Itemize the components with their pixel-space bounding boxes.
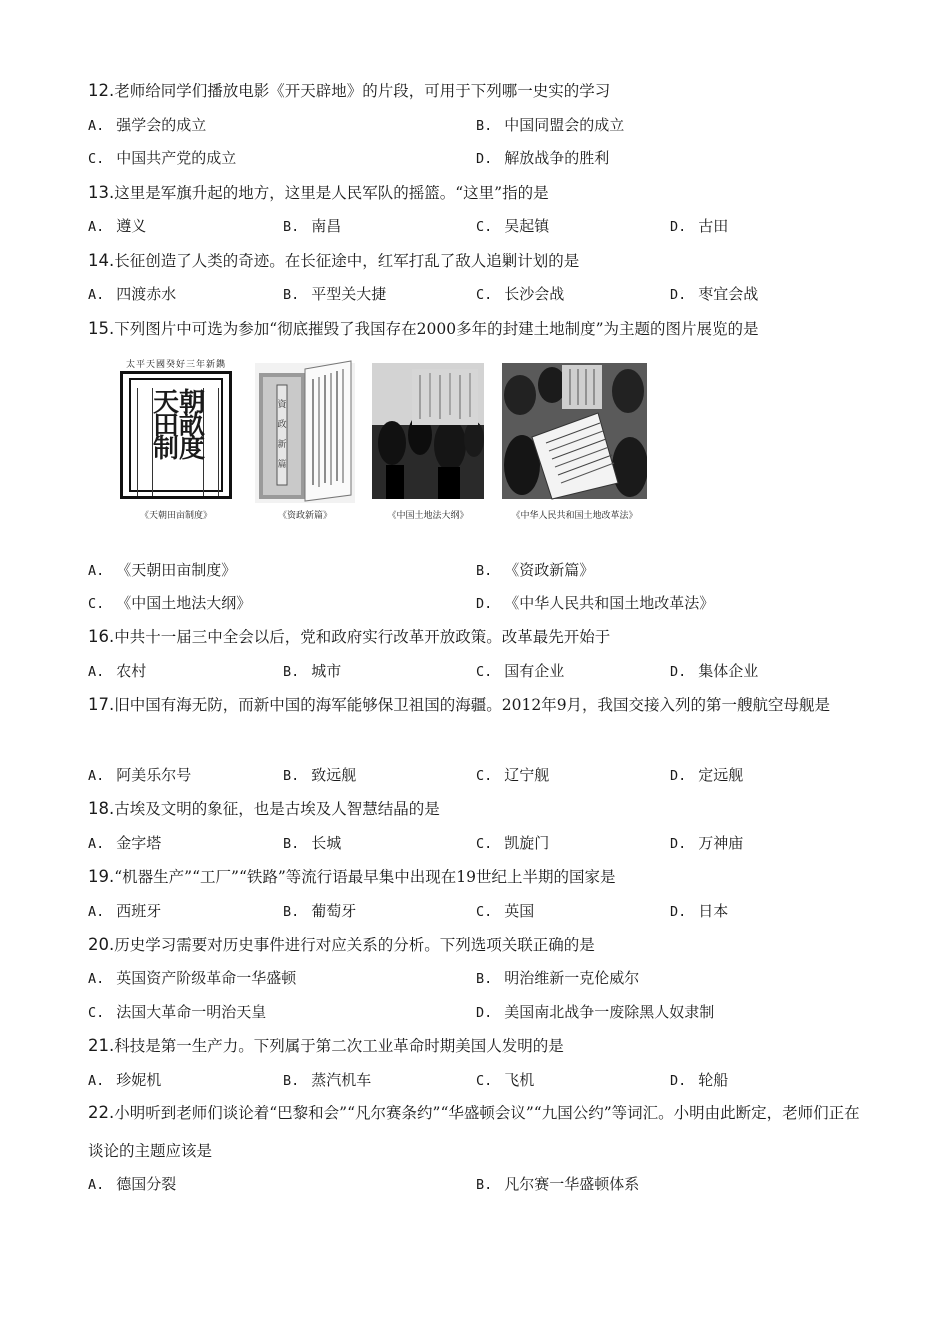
question-14 (88, 244, 868, 278)
figure-tudifa-dagang (372, 355, 484, 521)
option-b[interactable]: B. 明治维新一克伦威尔 (476, 969, 640, 987)
figure-caption: 《天朝田亩制度》 (139, 511, 212, 521)
question-text: 中共十一届三中全会以后，党和政府实行改革开放政策。改革最先开始于 (114, 628, 611, 646)
zizheng-book-image (255, 355, 355, 505)
figure-caption: 《中华人民共和国土地改革法》 (511, 511, 638, 521)
question-number: 21. (88, 1036, 115, 1055)
option-b[interactable]: B. 葡萄牙 (283, 902, 357, 920)
question-18 (88, 792, 868, 826)
tudifa-photo-image (372, 355, 484, 505)
option-c[interactable]: C. 法国大革命一明治天皇 (88, 1003, 267, 1021)
options-19 (88, 898, 868, 924)
question-20 (88, 928, 868, 962)
question-number: 20. (88, 935, 115, 954)
question-number: 19. (88, 867, 115, 886)
option-d[interactable]: D. 日本 (670, 902, 729, 920)
question-22 (88, 1094, 868, 1170)
gaigefa-photo-image (502, 355, 647, 505)
figure-caption: 《中国土地法大纲》 (387, 511, 469, 521)
option-a[interactable]: A. 珍妮机 (88, 1071, 162, 1089)
option-b[interactable]: B. 《资政新篇》 (476, 561, 595, 579)
option-c[interactable]: C. 英国 (476, 902, 535, 920)
question-text: 下列图片中可选为参加“彻底摧毁了我国存在2000多年的封建土地制度”为主题的图片展览的是 (114, 320, 759, 338)
option-a[interactable]: A. 阿美乐尔号 (88, 766, 192, 784)
option-d[interactable]: D. 《中华人民共和国土地改革法》 (476, 594, 715, 612)
options-16 (88, 658, 868, 684)
question-text: 小明听到老师们谈论着“巴黎和会”“凡尔赛条约”“华盛顿会议”“九国公约”等词汇。小明由此断定，老师们正在谈论的主题应该是 (88, 1104, 860, 1160)
question-number: 12. (88, 81, 115, 100)
option-a[interactable]: A. 德国分裂 (88, 1175, 177, 1193)
question-number: 13. (88, 183, 115, 202)
option-d[interactable]: D. 定远舰 (670, 766, 744, 784)
options-17 (88, 762, 868, 788)
question-number: 17. (88, 695, 115, 714)
option-b[interactable]: B. 致远舰 (283, 766, 357, 784)
option-b[interactable]: B. 蒸汽机车 (283, 1071, 372, 1089)
options-14 (88, 281, 868, 307)
figure-zizheng-xinpian (255, 355, 355, 521)
option-a[interactable]: A. 遵义 (88, 217, 147, 235)
question-number: 18. (88, 799, 115, 818)
question-number: 15. (88, 319, 115, 338)
svg-text:新: 新 (277, 440, 287, 450)
options-15 (88, 557, 868, 583)
option-a[interactable]: A. 四渡赤水 (88, 285, 177, 303)
option-b[interactable]: B. 中国同盟会的成立 (476, 116, 625, 134)
option-a[interactable]: A. 强学会的成立 (88, 116, 207, 134)
option-b[interactable]: B. 凡尔赛一华盛顿体系 (476, 1175, 640, 1193)
question-19 (88, 860, 868, 894)
question-text: 老师给同学们播放电影《开天辟地》的片段，可用于下列哪一史实的学习 (114, 82, 611, 100)
option-c[interactable]: C. 辽宁舰 (476, 766, 550, 784)
question-text: 科技是第一生产力。下列属于第二次工业革命时期美国人发明的是 (114, 1037, 564, 1055)
option-d[interactable]: D. 集体企业 (670, 662, 759, 680)
question-text: 古埃及文明的象征，也是古埃及人智慧结晶的是 (114, 800, 440, 818)
tianchao-cover-image (114, 357, 238, 499)
question-number: 22. (88, 1103, 115, 1122)
option-d[interactable]: D. 轮船 (670, 1071, 729, 1089)
option-d[interactable]: D. 解放战争的胜利 (476, 149, 610, 167)
option-a[interactable]: A. 金字塔 (88, 834, 162, 852)
option-b[interactable]: B. 南昌 (283, 217, 342, 235)
question-12 (88, 74, 868, 108)
options-18 (88, 830, 868, 856)
options-15-row2 (88, 590, 868, 616)
option-d[interactable]: D. 美国南北战争一废除黑人奴隶制 (476, 1003, 715, 1021)
cover-title: 天朝田畝制度 (153, 388, 206, 464)
options-22 (88, 1171, 868, 1197)
option-b[interactable]: B. 平型关大捷 (283, 285, 387, 303)
question-text: 这里是军旗升起的地方，这里是人民军队的摇篮。“这里”指的是 (114, 184, 549, 202)
option-c[interactable]: C. 《中国土地法大纲》 (88, 594, 252, 612)
option-c[interactable]: C. 飞机 (476, 1071, 535, 1089)
figure-row (110, 355, 670, 530)
question-number: 14. (88, 251, 115, 270)
question-number: 16. (88, 627, 115, 646)
question-16 (88, 620, 868, 654)
option-a[interactable]: A. 农村 (88, 662, 147, 680)
option-c[interactable]: C. 凯旋门 (476, 834, 550, 852)
option-c[interactable]: C. 吴起镇 (476, 217, 550, 235)
question-17 (88, 686, 868, 724)
option-c[interactable]: C. 中国共产党的成立 (88, 149, 237, 167)
options-12 (88, 112, 868, 138)
options-13 (88, 213, 868, 239)
option-d[interactable]: D. 万神庙 (670, 834, 744, 852)
question-text: 旧中国有海无防，而新中国的海军能够保卫祖国的海疆。2012年9月，我国交接入列的第一艘航空母舰是 (114, 696, 831, 714)
option-a[interactable]: A. 西班牙 (88, 902, 162, 920)
svg-text:篇: 篇 (277, 460, 287, 470)
svg-text:資: 資 (277, 400, 287, 410)
options-21 (88, 1067, 868, 1093)
cover-top-text: 太平天國癸好三年新鐫 (125, 360, 226, 370)
question-text: 长征创造了人类的奇迹。在长征途中，红军打乱了敌人追剿计划的是 (114, 252, 580, 270)
option-a[interactable]: A. 英国资产阶级革命一华盛顿 (88, 969, 297, 987)
options-20 (88, 965, 868, 991)
question-text: 历史学习需要对历史事件进行对应关系的分析。下列选项关联正确的是 (114, 936, 595, 954)
option-b[interactable]: B. 长城 (283, 834, 342, 852)
options-12-row2 (88, 145, 868, 171)
option-d[interactable]: D. 枣宜会战 (670, 285, 759, 303)
figure-tudi-gaigefa (502, 355, 647, 521)
question-text: “机器生产”“工厂”“铁路”等流行语最早集中出现在19世纪上半期的国家是 (114, 868, 616, 886)
options-20-row2 (88, 999, 868, 1025)
option-b[interactable]: B. 城市 (283, 662, 342, 680)
svg-text:政: 政 (277, 420, 287, 430)
option-a[interactable]: A. 《天朝田亩制度》 (88, 561, 237, 579)
option-c[interactable]: C. 长沙会战 (476, 285, 565, 303)
question-13 (88, 176, 868, 210)
question-15 (88, 312, 868, 346)
option-c[interactable]: C. 国有企业 (476, 662, 565, 680)
option-d[interactable]: D. 古田 (670, 217, 729, 235)
question-21 (88, 1029, 868, 1063)
figure-caption: 《资政新篇》 (277, 511, 332, 521)
